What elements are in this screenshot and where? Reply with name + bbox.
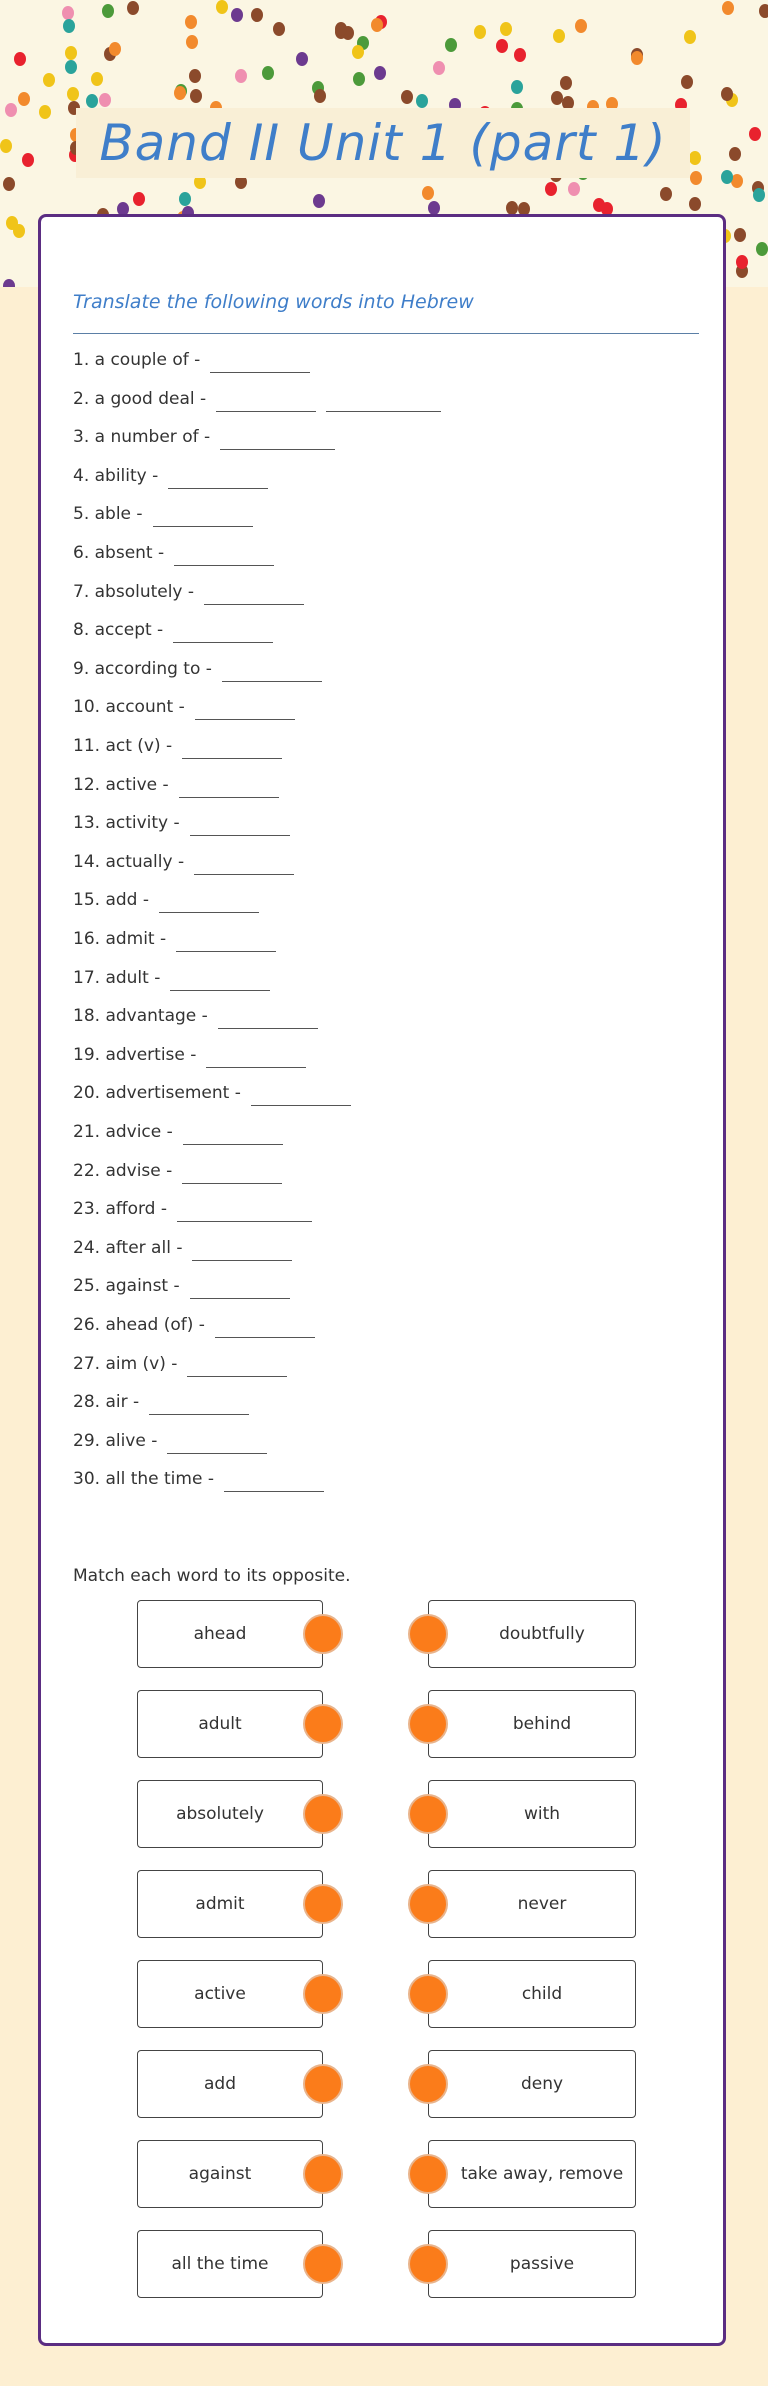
translate-item: [73, 736, 282, 759]
confetti-dot: [189, 69, 201, 83]
confetti-dot: [721, 87, 733, 101]
translate-item: [73, 1006, 318, 1029]
confetti-dot: [551, 91, 563, 105]
translate-item: [73, 1045, 306, 1068]
item-label: 28. air -: [73, 1392, 140, 1413]
item-label: 7. absolutely -: [73, 581, 195, 602]
confetti-dot: [560, 76, 572, 90]
translate-item: [73, 1392, 249, 1415]
translate-item: [73, 350, 310, 373]
translate-item: [73, 1469, 324, 1492]
translate-item: [73, 1161, 282, 1184]
answer-blank-input[interactable]: [194, 854, 294, 875]
translate-item: [73, 968, 270, 991]
item-label: 16. admit -: [73, 929, 167, 949]
match-word: child: [521, 1984, 563, 2004]
confetti-dot: [296, 52, 308, 66]
match-word: ahead: [193, 1624, 247, 1644]
confetti-dot: [374, 66, 386, 80]
translate-item: [73, 1199, 312, 1222]
match-connector-handle[interactable]: [303, 2064, 343, 2104]
match-left-item[interactable]: [137, 1870, 323, 1938]
confetti-dot: [186, 35, 198, 49]
item-label: 17. adult -: [73, 967, 161, 988]
confetti-dot: [335, 22, 347, 36]
match-connector-handle[interactable]: [303, 1614, 343, 1654]
match-left-item[interactable]: [137, 1600, 323, 1668]
confetti-dot: [689, 151, 701, 165]
answer-blank-input[interactable]: [220, 429, 335, 450]
item-label: 23. afford -: [73, 1199, 167, 1220]
worksheet-card: [38, 214, 726, 2346]
page-title: Band II Unit 1 (part 1): [99, 114, 667, 172]
confetti-dot: [756, 242, 768, 256]
confetti-dot: [314, 89, 326, 103]
confetti-dot: [262, 66, 274, 80]
item-label: 18. advantage -: [73, 1006, 208, 1027]
answer-blank-input[interactable]: [206, 1047, 306, 1068]
item-label: 4. ability -: [73, 465, 159, 486]
confetti-dot: [43, 73, 55, 87]
answer-blank-input[interactable]: [192, 1240, 292, 1261]
confetti-dot: [736, 255, 748, 269]
match-word: behind: [512, 1714, 572, 1734]
translate-item: [73, 1276, 290, 1299]
confetti-dot: [474, 25, 486, 39]
confetti-dot: [216, 0, 228, 14]
item-label: 21. advice -: [73, 1122, 173, 1142]
match-connector-handle[interactable]: [408, 1614, 448, 1654]
confetti-dot: [631, 51, 643, 65]
confetti-dot: [753, 188, 765, 202]
item-label: 10. account -: [73, 697, 185, 718]
match-connector-handle[interactable]: [303, 2154, 343, 2194]
item-label: 26. ahead (of) -: [73, 1315, 205, 1335]
translate-item: [73, 504, 253, 527]
match-right-item[interactable]: [428, 2050, 636, 2118]
translate-item: [73, 890, 259, 913]
translate-item: [73, 813, 290, 836]
confetti-dot: [174, 86, 186, 100]
match-word: deny: [520, 2074, 564, 2094]
confetti-dot: [109, 42, 121, 56]
confetti-dot: [5, 103, 17, 117]
match-connector-handle[interactable]: [408, 1974, 448, 2014]
confetti-dot: [127, 1, 139, 15]
match-word: with: [523, 1804, 561, 1824]
confetti-dot: [65, 60, 77, 74]
confetti-dot: [235, 69, 247, 83]
confetti-dot: [39, 105, 51, 119]
confetti-dot: [185, 15, 197, 29]
match-word: active: [194, 1984, 246, 2004]
confetti-dot: [511, 80, 523, 94]
translate-item: [73, 697, 295, 720]
match-right-item[interactable]: [428, 1870, 636, 1938]
match-right-item[interactable]: [428, 2140, 636, 2208]
match-left-item[interactable]: [137, 2140, 323, 2208]
confetti-dot: [86, 94, 98, 108]
confetti-dot: [65, 46, 77, 60]
match-connector-handle[interactable]: [408, 2154, 448, 2194]
confetti-dot: [352, 45, 364, 59]
translate-item: [73, 1122, 283, 1145]
answer-blank-input[interactable]: [176, 931, 276, 952]
confetti-dot: [190, 89, 202, 103]
confetti-dot: [13, 224, 25, 238]
confetti-dot: [0, 139, 12, 153]
translate-item: [73, 1238, 292, 1261]
translate-item: [73, 1083, 351, 1106]
match-left-item[interactable]: [137, 2050, 323, 2118]
answer-blank-input[interactable]: [195, 699, 295, 720]
answer-blank-input[interactable]: [222, 661, 322, 682]
translate-item: [73, 389, 441, 412]
match-left-item[interactable]: [137, 2230, 323, 2298]
confetti-dot: [500, 22, 512, 36]
match-left-item[interactable]: [137, 1960, 323, 2028]
match-connector-handle[interactable]: [303, 2244, 343, 2284]
translate-item: [73, 1315, 315, 1338]
confetti-dot: [273, 22, 285, 36]
answer-blank-input[interactable]: [215, 1317, 315, 1338]
confetti-dot: [545, 182, 557, 196]
item-label: 15. add -: [73, 890, 149, 911]
match-word: passive: [509, 2254, 575, 2274]
confetti-dot: [496, 39, 508, 53]
item-label: 30. all the time -: [73, 1469, 214, 1490]
confetti-dot: [251, 8, 263, 22]
item-label: 14. actually -: [73, 851, 185, 872]
answer-blank-input[interactable]: [218, 1008, 318, 1029]
confetti-dot: [3, 279, 15, 287]
match-connector-handle[interactable]: [408, 2244, 448, 2284]
translate-item: [73, 543, 274, 566]
answer-blank-input[interactable]: [179, 777, 279, 798]
item-label: 5. able -: [73, 504, 143, 525]
title-banner: [76, 108, 690, 178]
divider: [73, 333, 699, 334]
match-connector-handle[interactable]: [408, 1704, 448, 1744]
match-word: add: [204, 2074, 236, 2094]
confetti-dot: [313, 194, 325, 208]
item-label: 24. after all -: [73, 1237, 183, 1258]
confetti-dot: [133, 192, 145, 206]
confetti-dot: [3, 177, 15, 191]
confetti-dot: [722, 1, 734, 15]
translate-item: [73, 620, 273, 643]
match-right-item[interactable]: [428, 1690, 636, 1758]
match-word: never: [517, 1894, 567, 1914]
answer-blank-input[interactable]: [204, 584, 304, 605]
translate-item: [73, 1431, 267, 1454]
confetti-dot: [62, 6, 74, 20]
match-right-item[interactable]: [428, 2230, 636, 2298]
answer-blank-input[interactable]: [210, 352, 310, 373]
confetti-dot: [22, 153, 34, 167]
item-label: 9. according to -: [73, 658, 212, 679]
item-label: 27. aim (v) -: [73, 1353, 178, 1374]
item-label: 29. alive -: [73, 1430, 158, 1451]
translate-instruction: Translate the following words into Hebrew: [73, 291, 474, 313]
confetti-dot: [99, 93, 111, 107]
translate-item: [73, 466, 268, 489]
answer-blank-input[interactable]: [224, 1471, 324, 1492]
confetti-dot: [759, 4, 768, 18]
match-connector-handle[interactable]: [408, 1884, 448, 1924]
confetti-dot: [102, 4, 114, 18]
answer-blank-input[interactable]: [177, 1201, 312, 1222]
translate-item: [73, 1354, 287, 1377]
confetti-dot: [749, 127, 761, 141]
confetti-dot: [734, 228, 746, 242]
match-instruction: Match each word to its opposite.: [73, 1566, 351, 1586]
item-label: 19. advertise -: [73, 1044, 197, 1065]
confetti-dot: [371, 18, 383, 32]
confetti-dot: [445, 38, 457, 52]
answer-blank-input[interactable]: [182, 1163, 282, 1184]
match-right-item[interactable]: [428, 1600, 636, 1668]
answer-blank-input[interactable]: [168, 468, 268, 489]
confetti-dot: [231, 8, 243, 22]
confetti-dot: [422, 186, 434, 200]
confetti-dot: [18, 92, 30, 106]
item-label: 11. act (v) -: [73, 736, 173, 756]
answer-blank-input[interactable]: [251, 1085, 351, 1106]
confetti-dot: [689, 197, 701, 211]
answer-blank-input[interactable]: [190, 815, 290, 836]
confetti-dot: [681, 75, 693, 89]
answer-blank-input[interactable]: [326, 391, 441, 412]
match-word: all the time: [171, 2254, 269, 2274]
match-word: against: [188, 2164, 252, 2184]
answer-blank-input[interactable]: [153, 506, 253, 527]
match-word: doubtfully: [499, 1624, 585, 1644]
match-right-item[interactable]: [428, 1960, 636, 2028]
confetti-dot: [63, 19, 75, 33]
item-label: 2. a good deal -: [73, 388, 207, 409]
item-label: 20. advertisement -: [73, 1083, 241, 1104]
confetti-dot: [14, 52, 26, 66]
item-label: 3. a number of -: [73, 427, 211, 448]
item-label: 1. a couple of -: [73, 350, 201, 370]
translate-item: [73, 659, 322, 682]
confetti-dot: [575, 19, 587, 33]
match-connector-handle[interactable]: [408, 1794, 448, 1834]
answer-blank-input[interactable]: [174, 545, 274, 566]
confetti-dot: [179, 192, 191, 206]
answer-blank-input[interactable]: [173, 622, 273, 643]
item-label: 22. advise -: [73, 1160, 173, 1181]
match-left-item[interactable]: [137, 1690, 323, 1758]
answer-blank-input[interactable]: [216, 391, 316, 412]
item-label: 12. active -: [73, 774, 169, 795]
confetti-dot: [506, 201, 518, 215]
item-label: 25. against -: [73, 1276, 180, 1297]
match-connector-handle[interactable]: [303, 1884, 343, 1924]
confetti-dot: [91, 72, 103, 86]
answer-blank-input[interactable]: [190, 1278, 290, 1299]
match-connector-handle[interactable]: [303, 1794, 343, 1834]
item-label: 8. accept -: [73, 620, 164, 641]
translate-item: [73, 929, 276, 952]
confetti-dot: [684, 30, 696, 44]
confetti-dot: [401, 90, 413, 104]
confetti-dot: [67, 87, 79, 101]
confetti-dot: [553, 29, 565, 43]
translate-item: [73, 852, 294, 875]
confetti-dot: [721, 170, 733, 184]
translate-item: [73, 427, 335, 450]
match-connector-handle[interactable]: [303, 1704, 343, 1744]
confetti-dot: [568, 182, 580, 196]
answer-blank-input[interactable]: [183, 1124, 283, 1145]
match-word: take away, remove: [460, 2164, 624, 2184]
item-label: 13. activity -: [73, 813, 180, 834]
confetti-dot: [514, 48, 526, 62]
confetti-dot: [416, 94, 428, 108]
match-word: admit: [195, 1894, 245, 1914]
translate-item: [73, 582, 304, 605]
confetti-dot: [729, 147, 741, 161]
match-left-item[interactable]: [137, 1780, 323, 1848]
confetti-dot: [660, 187, 672, 201]
confetti-dot: [353, 72, 365, 86]
confetti-dot: [433, 61, 445, 75]
answer-blank-input[interactable]: [170, 970, 270, 991]
answer-blank-input[interactable]: [187, 1356, 287, 1377]
match-word: adult: [198, 1714, 242, 1734]
item-label: 6. absent -: [73, 543, 165, 563]
match-connector-handle[interactable]: [303, 1974, 343, 2014]
confetti-dot: [690, 171, 702, 185]
answer-blank-input[interactable]: [159, 892, 259, 913]
match-connector-handle[interactable]: [408, 2064, 448, 2104]
match-right-item[interactable]: [428, 1780, 636, 1848]
translate-item: [73, 775, 279, 798]
answer-blank-input[interactable]: [149, 1394, 249, 1415]
answer-blank-input[interactable]: [182, 738, 282, 759]
confetti-dot: [593, 198, 605, 212]
match-word: absolutely: [176, 1804, 264, 1824]
answer-blank-input[interactable]: [167, 1433, 267, 1454]
